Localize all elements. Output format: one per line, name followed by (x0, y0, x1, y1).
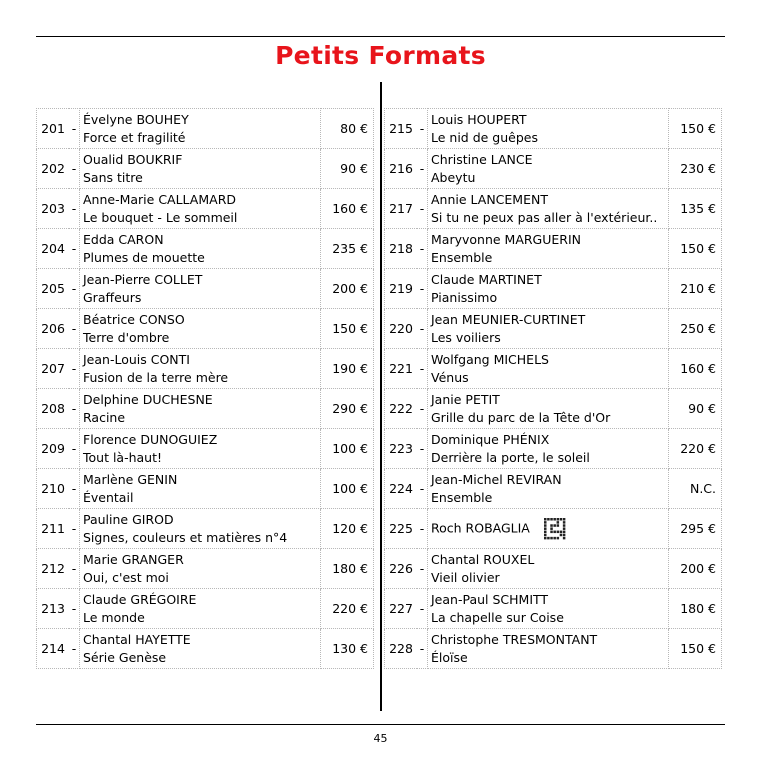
artist-name (83, 311, 320, 329)
artist-name (83, 351, 320, 369)
page-number: 45 (373, 732, 388, 745)
artist-name (431, 591, 668, 609)
work-title: Force et fragilité (83, 129, 186, 145)
lot-price: 150 € (321, 309, 374, 349)
artist-name (431, 431, 668, 449)
lot-info (80, 269, 321, 309)
lot-info (428, 309, 669, 349)
lot-info (428, 629, 669, 669)
column-divider (380, 82, 382, 711)
artist-name-text: Florence DUNOGUIEZ (83, 431, 218, 447)
work-title: Graffeurs (83, 289, 142, 305)
artist-name (83, 471, 320, 489)
artist-name-text: Maryvonne MARGUERIN (431, 231, 582, 247)
lot-price: N.C. (669, 469, 722, 509)
lot-separator: - (69, 389, 80, 429)
artist-name (431, 351, 668, 369)
lot-info (80, 189, 321, 229)
artist-name (83, 511, 320, 529)
lot-info (428, 149, 669, 189)
lot-number: 208 (37, 389, 70, 429)
artist-name-text: Pauline GIROD (83, 511, 174, 527)
lot-price: 290 € (321, 389, 374, 429)
lot-separator: - (69, 469, 80, 509)
artist-name (83, 591, 320, 609)
lot-separator: - (417, 589, 428, 629)
artist-name (431, 111, 668, 129)
lot-info (428, 429, 669, 469)
artist-name (431, 151, 668, 169)
lot-number: 221 (385, 349, 418, 389)
lot-separator: - (69, 309, 80, 349)
artist-name (83, 231, 320, 249)
artist-name (431, 231, 668, 249)
lot-separator: - (69, 629, 80, 669)
lot-separator: - (69, 589, 80, 629)
work-title: Signes, couleurs et matières n°4 (83, 529, 288, 545)
lot-separator: - (69, 429, 80, 469)
lot-number: 224 (385, 469, 418, 509)
lot-info (80, 629, 321, 669)
artist-name-text: Delphine DUCHESNE (83, 391, 213, 407)
lot-separator: - (417, 269, 428, 309)
work-title: Oui, c'est moi (83, 569, 169, 585)
catalog-row (385, 149, 722, 189)
artist-name-text: Janie PETIT (431, 391, 500, 407)
catalog-row (385, 229, 722, 269)
lot-price: 250 € (669, 309, 722, 349)
lot-info (80, 509, 321, 549)
lot-number: 217 (385, 189, 418, 229)
work-title: Vénus (431, 369, 469, 385)
lot-number: 214 (37, 629, 70, 669)
lot-price: 135 € (669, 189, 722, 229)
lot-info (428, 349, 669, 389)
right-column (384, 108, 722, 669)
lot-separator: - (69, 189, 80, 229)
artist-name-text: Claude MARTINET (431, 271, 542, 287)
lot-number: 220 (385, 309, 418, 349)
artist-name-text: Jean-Paul SCHMITT (431, 591, 549, 607)
lot-info (428, 549, 669, 589)
artist-name (83, 391, 320, 409)
lot-price: 80 € (321, 109, 374, 149)
artist-name (431, 271, 668, 289)
work-title: Vieil olivier (431, 569, 500, 585)
work-title: Ensemble (431, 249, 493, 265)
artist-name-text: Annie LANCEMENT (431, 191, 548, 207)
lot-info (80, 469, 321, 509)
qr-code-icon (544, 518, 566, 540)
lot-number: 203 (37, 189, 70, 229)
artist-name (431, 518, 668, 540)
bottom-rule (36, 724, 725, 725)
lot-price: 90 € (669, 389, 722, 429)
catalog-row (37, 509, 374, 549)
catalog-row (37, 149, 374, 189)
artist-name-text: Béatrice CONSO (83, 311, 185, 327)
artist-name (83, 551, 320, 569)
lot-info (428, 189, 669, 229)
lot-price: 160 € (321, 189, 374, 229)
artist-name (431, 631, 668, 649)
artist-name (83, 271, 320, 289)
lot-price: 180 € (321, 549, 374, 589)
work-title: Grille du parc de la Tête d'Or (431, 409, 611, 425)
lot-price: 210 € (669, 269, 722, 309)
artist-name-text: Marlène GENIN (83, 471, 178, 487)
lot-separator: - (417, 309, 428, 349)
lot-number: 226 (385, 549, 418, 589)
lot-price: 150 € (669, 109, 722, 149)
lot-price: 90 € (321, 149, 374, 189)
work-title: Le bouquet - Le sommeil (83, 209, 238, 225)
catalog-row (37, 269, 374, 309)
artist-name-text: Louis HOUPERT (431, 111, 527, 127)
artist-name-text: Roch ROBAGLIA (431, 520, 530, 535)
lot-price: 120 € (321, 509, 374, 549)
top-rule (36, 36, 725, 37)
lot-number: 227 (385, 589, 418, 629)
lot-number: 213 (37, 589, 70, 629)
lot-price: 235 € (321, 229, 374, 269)
lot-info (428, 229, 669, 269)
lot-separator: - (417, 349, 428, 389)
lot-info (80, 349, 321, 389)
lot-separator: - (417, 149, 428, 189)
catalog-row (37, 389, 374, 429)
lot-separator: - (69, 229, 80, 269)
lot-price: 220 € (669, 429, 722, 469)
artist-name-text: Christine LANCE (431, 151, 533, 167)
lot-info (80, 549, 321, 589)
left-column (36, 108, 374, 669)
catalog-row (385, 109, 722, 149)
catalog-row (385, 429, 722, 469)
lot-price: 160 € (669, 349, 722, 389)
catalog-row (385, 469, 722, 509)
lot-number: 209 (37, 429, 70, 469)
artist-name-text: Wolfgang MICHELS (431, 351, 549, 367)
work-title: Derrière la porte, le soleil (431, 449, 590, 465)
artist-name-text: Jean-Louis CONTI (83, 351, 190, 367)
lot-info (428, 469, 669, 509)
lot-info (80, 109, 321, 149)
work-title: Abeytu (431, 169, 476, 185)
lot-number: 216 (385, 149, 418, 189)
work-title: Pianissimo (431, 289, 498, 305)
lot-separator: - (69, 109, 80, 149)
artist-name-text: Jean MEUNIER-CURTINET (431, 311, 586, 327)
artist-name-text: Évelyne BOUHEY (83, 111, 189, 127)
catalog-row (37, 469, 374, 509)
lot-separator: - (69, 509, 80, 549)
catalog-row (385, 589, 722, 629)
lot-separator: - (417, 229, 428, 269)
page-title: Petits Formats (275, 41, 486, 70)
lot-price: 230 € (669, 149, 722, 189)
catalog-row (37, 549, 374, 589)
right-catalog-table (384, 108, 722, 669)
lot-info (80, 589, 321, 629)
lot-number: 207 (37, 349, 70, 389)
work-title: Éloïse (431, 649, 468, 665)
work-title: Terre d'ombre (83, 329, 170, 345)
lot-number: 210 (37, 469, 70, 509)
lot-number: 222 (385, 389, 418, 429)
lot-info (80, 389, 321, 429)
catalog-row (385, 269, 722, 309)
catalog-row (385, 349, 722, 389)
lot-number: 205 (37, 269, 70, 309)
lot-separator: - (417, 109, 428, 149)
catalog-row (37, 589, 374, 629)
artist-name-text: Marie GRANGER (83, 551, 184, 567)
artist-name (83, 111, 320, 129)
catalog-row (385, 309, 722, 349)
lot-price: 220 € (321, 589, 374, 629)
artist-name (83, 431, 320, 449)
catalog-row (385, 189, 722, 229)
lot-number: 223 (385, 429, 418, 469)
lot-info (428, 509, 669, 549)
lot-info (428, 109, 669, 149)
artist-name-text: Jean-Pierre COLLET (83, 271, 203, 287)
lot-number: 204 (37, 229, 70, 269)
catalog-row (37, 189, 374, 229)
work-title: Tout là-haut! (83, 449, 163, 465)
lot-number: 225 (385, 509, 418, 549)
lot-number: 202 (37, 149, 70, 189)
artist-name-text: Chantal HAYETTE (83, 631, 191, 647)
lot-separator: - (417, 429, 428, 469)
artist-name-text: Dominique PHÉNIX (431, 431, 550, 447)
lot-separator: - (417, 549, 428, 589)
catalog-row (385, 629, 722, 669)
work-title: Racine (83, 409, 126, 425)
lot-price: 295 € (669, 509, 722, 549)
lot-info (80, 229, 321, 269)
lot-price: 190 € (321, 349, 374, 389)
lot-number: 201 (37, 109, 70, 149)
lot-separator: - (417, 509, 428, 549)
lot-number: 219 (385, 269, 418, 309)
lot-info (80, 149, 321, 189)
lot-number: 215 (385, 109, 418, 149)
artist-name-text: Jean-Michel REVIRAN (431, 471, 562, 487)
artist-name-text: Edda CARON (83, 231, 164, 247)
left-catalog-table (36, 108, 374, 669)
artist-name (431, 471, 668, 489)
catalog-row (385, 549, 722, 589)
artist-name (431, 391, 668, 409)
artist-name-text: Chantal ROUXEL (431, 551, 535, 567)
lot-info (80, 309, 321, 349)
artist-name (431, 191, 668, 209)
artist-name (431, 551, 668, 569)
lot-separator: - (417, 629, 428, 669)
lot-info (428, 269, 669, 309)
work-title: Le nid de guêpes (431, 129, 538, 145)
lot-price: 200 € (321, 269, 374, 309)
catalog-row (37, 629, 374, 669)
artist-name-text: Anne-Marie CALLAMARD (83, 191, 237, 207)
work-title: Sans titre (83, 169, 143, 185)
lot-separator: - (69, 149, 80, 189)
lot-price: 130 € (321, 629, 374, 669)
lot-price: 200 € (669, 549, 722, 589)
lot-number: 212 (37, 549, 70, 589)
artist-name (83, 191, 320, 209)
catalog-row (37, 229, 374, 269)
catalog-row (37, 349, 374, 389)
work-title: La chapelle sur Coise (431, 609, 564, 625)
work-title: Plumes de mouette (83, 249, 205, 265)
work-title: Les voiliers (431, 329, 501, 345)
work-title: Le monde (83, 609, 145, 625)
artist-name (431, 311, 668, 329)
catalog-row (37, 109, 374, 149)
lot-separator: - (417, 469, 428, 509)
work-title: Éventail (83, 489, 134, 505)
lot-info (428, 589, 669, 629)
lot-separator: - (417, 189, 428, 229)
lot-separator: - (417, 389, 428, 429)
lot-number: 206 (37, 309, 70, 349)
catalog-row (37, 309, 374, 349)
lot-price: 180 € (669, 589, 722, 629)
artist-name (83, 151, 320, 169)
artist-name-text: Oualid BOUKRIF (83, 151, 183, 167)
lot-price: 150 € (669, 229, 722, 269)
artist-name-text: Claude GRÉGOIRE (83, 591, 197, 607)
lot-number: 211 (37, 509, 70, 549)
lot-price: 100 € (321, 469, 374, 509)
lot-price: 100 € (321, 429, 374, 469)
work-title: Fusion de la terre mère (83, 369, 229, 385)
catalog-row (37, 429, 374, 469)
lot-separator: - (69, 349, 80, 389)
lot-separator: - (69, 549, 80, 589)
catalog-row (385, 509, 722, 549)
lot-separator: - (69, 269, 80, 309)
lot-info (428, 389, 669, 429)
work-title: Ensemble (431, 489, 493, 505)
artist-name (83, 631, 320, 649)
work-title: Si tu ne peux pas aller à l'extérieur.. (431, 209, 658, 225)
artist-name-text: Christophe TRESMONTANT (431, 631, 598, 647)
work-title: Série Genèse (83, 649, 167, 665)
lot-info (80, 429, 321, 469)
catalog-row (385, 389, 722, 429)
lot-number: 218 (385, 229, 418, 269)
lot-price: 150 € (669, 629, 722, 669)
lot-number: 228 (385, 629, 418, 669)
